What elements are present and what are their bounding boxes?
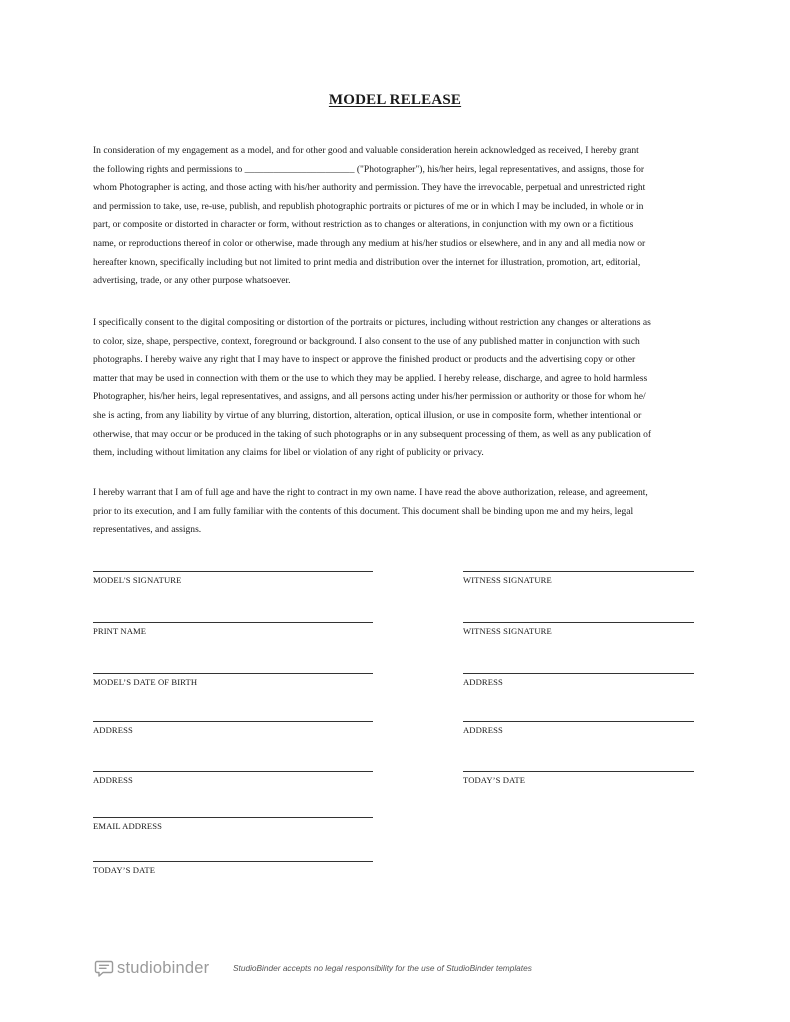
todays-date-field[interactable] xyxy=(93,861,373,875)
model-date-of-birth-field[interactable] xyxy=(93,673,373,687)
footer-disclaimer: StudioBinder accepts no legal responsibility for the use of StudioBinder templates xyxy=(233,963,532,973)
signature-line xyxy=(93,673,373,674)
field-label: EMAIL ADDRESS xyxy=(93,821,163,831)
paragraph-consideration: In consideration of my engagement as a model, and for other good and valuable consideration herein acknowledged as received, I hereby grant the following rights and permissions to _______________________ ("Photographer"), his/her heirs, legal representatives, and assigns, those for whom Photographer is acting, and those acting with his/her authority and permission. They have the irrevocable, perpetual and unrestricted right and permission to take, use, re-use, publish, and republish photographic portraits or pictures of me or in which I may be included, in whole or in part, or composite or distorted in character or form, without restriction as to changes or alterations, in conjunction with my own or a fictitious name, or reproductions thereof in color or otherwise, made through any medium at his/her studios or elsewhere, and in any and all media now or hereafter known, specifically including but not limited to print media and distribution over the internet for illustration, promotion, art, editorial, advertising, trade, or any other purpose whatsoever. xyxy=(93,145,646,287)
signature-line xyxy=(93,571,373,572)
field-label: WITNESS SIGNATURE xyxy=(463,626,552,636)
field-label: ADDRESS xyxy=(463,677,503,687)
print-name-field[interactable] xyxy=(93,622,373,636)
field-label: PRINT NAME xyxy=(93,626,147,636)
field-label: ADDRESS xyxy=(93,775,133,785)
field-label: TODAY’S DATE xyxy=(93,865,156,875)
witness-address-field-2[interactable] xyxy=(463,721,694,735)
signature-line xyxy=(93,861,373,862)
address-field-2[interactable] xyxy=(93,771,373,785)
field-label: ADDRESS xyxy=(463,725,503,735)
signature-line xyxy=(463,622,694,623)
field-label: TODAY’S DATE xyxy=(463,775,526,785)
signature-line xyxy=(93,721,373,722)
signature-line xyxy=(93,817,373,818)
field-label: WITNESS SIGNATURE xyxy=(463,575,552,585)
paragraph-consent: I specifically consent to the digital compositing or distortion of the portraits or pictures, including without restriction any changes or alterations as to color, size, shape, perspective, context, foreground or background. I also consent to the use of any published matter in conjunction with such photographs. I hereby waive any right that I may have to inspect or approve the finished product or products and the advertising copy or other matter that may be used in connection with them or the use to which they may be applied. I hereby release, discharge, and agree to hold harmless Photographer, his/her heirs, legal representatives, and assigns, and all persons acting under his/her permission or authority or those for whom he/ she is acting, from any liability by virtue of any blurring, distortion, alteration, optical illusion, or use in composite form, whether intentional or otherwise, that may occur or be produced in the taking of such photographs or in any subsequent processing of them, as well as any publication of them, including without limitation any claims for libel or violation of any right of publicity or privacy. xyxy=(93,317,652,459)
field-label: ADDRESS xyxy=(93,725,133,735)
email-address-field[interactable] xyxy=(93,817,373,831)
chat-bubble-icon xyxy=(94,958,114,978)
address-field-1[interactable] xyxy=(93,721,373,735)
signature-line xyxy=(93,622,373,623)
signature-line xyxy=(463,571,694,572)
model-signature-field[interactable] xyxy=(93,571,373,585)
witness-address-field-1[interactable] xyxy=(463,673,694,687)
witness-todays-date-field[interactable] xyxy=(463,771,694,785)
signature-line xyxy=(463,771,694,772)
document-title: MODEL RELEASE xyxy=(328,92,462,108)
signature-line xyxy=(93,771,373,772)
field-label: MODEL'S SIGNATURE xyxy=(93,575,182,585)
paragraph-warranty: I hereby warrant that I am of full age and have the right to contract in my own name. I have read the above authorization, release, and agreement, prior to its execution, and I am fully familiar with the contents of this document. This document shall be binding upon me and my heirs, legal representatives, and assigns. xyxy=(93,487,648,536)
signature-line xyxy=(463,721,694,722)
brand-name: studiobinder xyxy=(117,958,210,977)
witness-signature-field-1[interactable] xyxy=(463,571,694,585)
signature-line xyxy=(463,673,694,674)
field-label: MODEL’S DATE OF BIRTH xyxy=(93,677,198,687)
witness-signature-field-2[interactable] xyxy=(463,622,694,636)
studiobinder-logo xyxy=(94,958,209,978)
